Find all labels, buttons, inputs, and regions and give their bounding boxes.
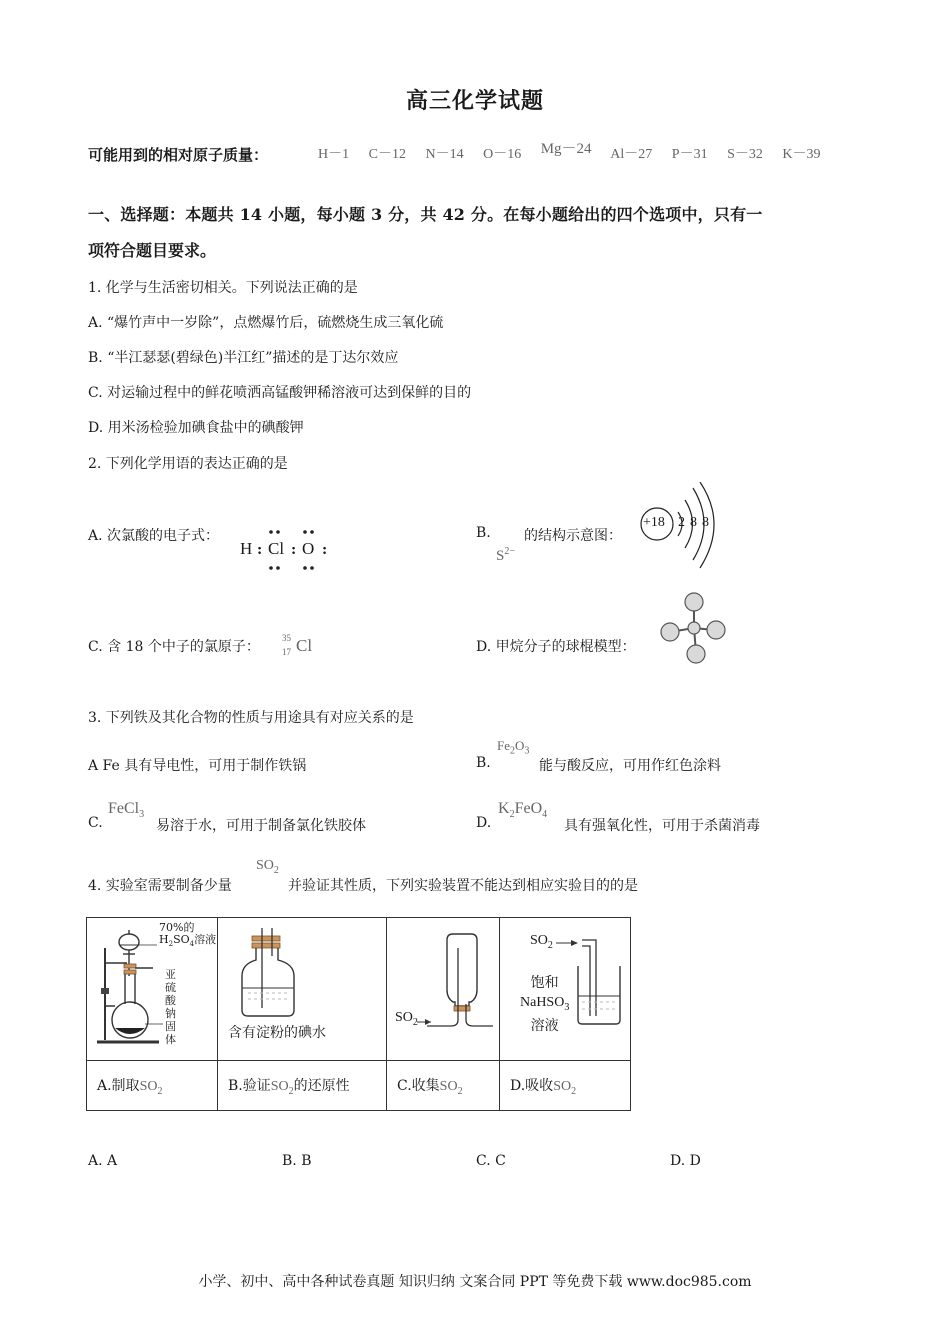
q3-stem: 3. 下列铁及其化合物的性质与用途具有对应关系的是	[88, 710, 414, 726]
mass-n: N－14	[425, 147, 464, 162]
footer-text: 小学、初中、高中各种试卷真题 知识归纳 文案合同 PPT 等免费下载 www.doc985.com	[198, 1274, 752, 1290]
q3-option-d-prefix: D.	[476, 815, 492, 831]
q4-answer-b: B. B	[282, 1153, 312, 1169]
q1-option-b: B. “半江瑟瑟(碧绿色)半江红”描述的是丁达尔效应	[88, 350, 399, 366]
apparatus-d-solution-label: 饱和 NaHSO$_3$ 溶液	[520, 975, 570, 1034]
q4-answer-a: A. A	[88, 1153, 118, 1169]
q1-stem: 1. 化学与生活密切相关。下列说法正确的是	[88, 280, 358, 296]
q2-structure-diagram	[638, 482, 738, 572]
q2-sulfide-ion: $S^{2-}$	[496, 546, 515, 564]
shell-2: 8	[690, 515, 697, 530]
q3-option-d-text: 具有强氧化性，可用于杀菌消毒	[564, 818, 760, 834]
mass-p: P－31	[671, 147, 708, 162]
q3-fecl3: FeCl$_3$	[108, 800, 145, 821]
q4-answer-c: C. C	[476, 1153, 506, 1169]
q3-k2feo4: $K_2FeO_4$	[498, 800, 548, 821]
q3-option-a: A Fe 具有导电性，可用于制作铁锅	[88, 758, 307, 774]
q3-option-c-prefix: C.	[88, 815, 103, 831]
apparatus-c-drawing	[387, 918, 499, 1060]
apparatus-d	[500, 918, 631, 1061]
caption-c: C.收集$SO_2$	[387, 1061, 500, 1111]
apparatus-a-acid-label: 70%的 $H_2SO_4$溶液	[159, 921, 217, 949]
q2-option-a-label: A. 次氯酸的电子式：	[88, 528, 220, 544]
apparatus-c	[387, 918, 500, 1061]
q2-option-b-label: B.	[476, 525, 491, 541]
apparatus-c-gas-label: $SO_2$	[395, 1010, 418, 1028]
atomic-mass-label: 可能用到的相对原子质量：	[88, 146, 269, 164]
apparatus-d-gas-label: $SO_2$	[530, 933, 553, 951]
mass-h: H－1	[318, 147, 350, 162]
section-heading-line1: 一、选择题：本题共 14 小题，每小题 3 分，共 42 分。在每小题给出的四个选项中，只有一	[88, 205, 763, 224]
mass-al: Al－27	[610, 147, 653, 162]
q1-option-c: C. 对运输过程中的鲜花喷洒高锰酸钾稀溶液可达到保鲜的目的	[88, 385, 472, 401]
apparatus-b	[218, 918, 387, 1061]
q2-option-d-label: D. 甲烷分子的球棍模型：	[476, 639, 636, 655]
apparatus-a	[87, 918, 218, 1061]
lone-pair-dots	[238, 528, 338, 572]
q3-option-b-text: 能与酸反应，可用作红色涂料	[539, 758, 721, 774]
apparatus-b-label: 含有淀粉的碘水	[228, 1025, 326, 1041]
mass-c: C－12	[368, 147, 406, 162]
q1-option-d: D. 用米汤检验加碘食盐中的碘酸钾	[88, 420, 304, 436]
atom-cl: Cl	[268, 539, 285, 558]
shell-1: 2	[678, 515, 685, 530]
q4-stem-before: 4. 实验室需要制备少量	[88, 878, 232, 894]
nucleus-charge: +18	[643, 515, 665, 530]
q3-option-b-prefix: B.	[476, 755, 491, 771]
q3-fe2o3: $Fe_2O_3$	[497, 738, 530, 757]
methane-ball-stick-model	[654, 590, 734, 666]
exam-title: 高三化学试题	[405, 88, 544, 114]
mass-k: K－39	[782, 147, 821, 162]
atom-h: H	[240, 539, 253, 558]
section-heading-line2: 项符合题目要求。	[88, 241, 217, 260]
q4-apparatus-table	[86, 917, 631, 1111]
q2-stem: 2. 下列化学用语的表达正确的是	[88, 456, 288, 472]
q1-option-a: A. “爆竹声中一岁除”，点燃爆竹后，硫燃烧生成三氧化硫	[88, 315, 444, 331]
atom-o: O	[302, 539, 315, 558]
q4-stem-so2: $SO_2$	[256, 858, 279, 876]
q2-option-c-label: C. 含 18 个中子的氯原子：	[88, 639, 260, 655]
shell-3: 8	[702, 515, 709, 530]
apparatus-a-solid-label: 亚 硫 酸 钠 固 体	[165, 968, 176, 1046]
caption-d: D.吸收$SO_2$	[500, 1061, 631, 1111]
mass-s: S－32	[727, 147, 763, 162]
q2-option-b-tail: 的结构示意图：	[524, 528, 622, 544]
caption-a: A.制取$SO_2$	[87, 1061, 218, 1111]
q4-answer-d: D. D	[670, 1153, 701, 1169]
mass-mg: Mg－24	[540, 141, 592, 157]
atomic-mass-list	[318, 142, 837, 163]
q2-hclo-electron-formula: H : Cl : O :	[238, 528, 338, 572]
q4-stem-after: 并验证其性质，下列实验装置不能达到相应实验目的的是	[288, 878, 638, 894]
caption-b: B.验证$SO_2$的还原性	[218, 1061, 387, 1111]
q3-option-c-text: 易溶于水，可用于制备氯化铁胶体	[156, 818, 366, 834]
mass-o: O－16	[483, 147, 522, 162]
